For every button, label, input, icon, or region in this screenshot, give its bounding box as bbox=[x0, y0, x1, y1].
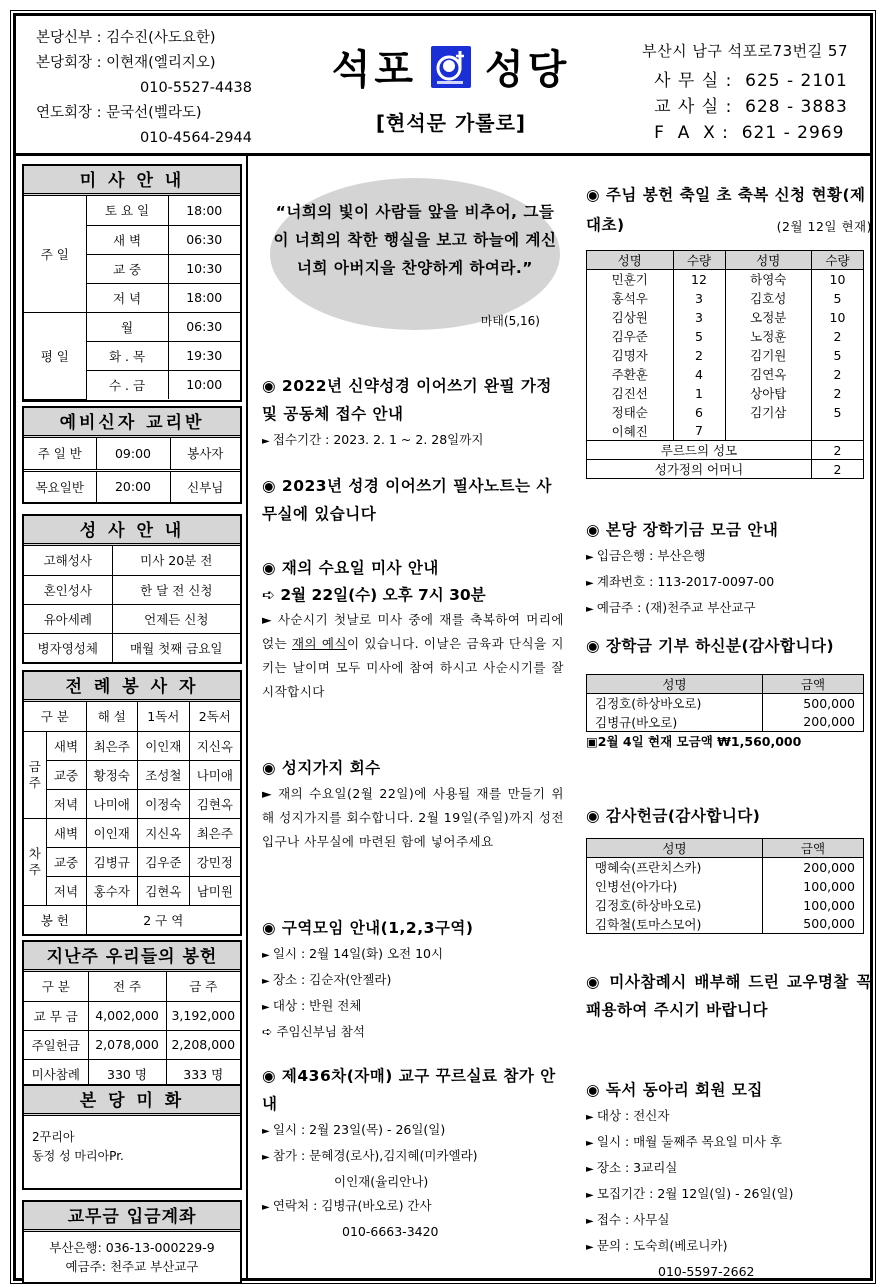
table-row bbox=[587, 896, 864, 915]
this-week-value: 333 명 bbox=[166, 1059, 240, 1088]
qty-cell: 2 bbox=[673, 346, 725, 365]
body-text: 이 있습니다. 이날은 금육과 단식을 지키는 날이며 모두 미사에 참여 하시고 사순시기를 잘 시작합시다 bbox=[262, 636, 564, 699]
sacrament-info: 한 달 전 신청 bbox=[112, 575, 240, 604]
header bbox=[16, 16, 870, 156]
liturgy-servers-box bbox=[22, 670, 242, 936]
qty-cell: 7 bbox=[673, 422, 725, 441]
title-left: 석포 bbox=[331, 47, 417, 93]
notice-body bbox=[262, 608, 564, 704]
sacrament-info: 매월 첫째 금요일 bbox=[112, 633, 240, 662]
name-cell: 김연옥 bbox=[725, 365, 812, 384]
sacrament-info: 미사 20분 전 bbox=[112, 546, 240, 575]
name-cell: 상아탑 bbox=[725, 384, 812, 403]
sacraments-title: 성 사 안 내 bbox=[24, 516, 240, 546]
table-header-row bbox=[587, 251, 864, 270]
header-cell: 성명 bbox=[725, 251, 812, 270]
middle-column bbox=[248, 156, 572, 1278]
name-cell: 민훈기 bbox=[587, 270, 674, 289]
dues-account-title: 교무금 입금계좌 bbox=[24, 1202, 240, 1232]
sacrament-name: 유아세례 bbox=[24, 604, 112, 633]
table-row bbox=[24, 972, 240, 1001]
reading2-cell: 지신옥 bbox=[189, 731, 240, 760]
notice-title: ◉ 성지가지 회수 bbox=[262, 759, 381, 777]
name-cell: 하영숙 bbox=[725, 270, 812, 289]
notice-title: ◉ 제436차(자매) 교구 꾸르실료 참가 안내 bbox=[262, 1067, 556, 1113]
qty-cell: 10 bbox=[812, 308, 864, 327]
reading2-cell: 나미애 bbox=[189, 760, 240, 789]
table-row bbox=[24, 604, 240, 633]
name-cell: 김우준 bbox=[587, 327, 674, 346]
list-item: ► 장소 : 3교리실 bbox=[586, 1156, 872, 1182]
dues-account-content bbox=[24, 1232, 240, 1282]
notice-cursillo bbox=[262, 1062, 564, 1244]
patron-saint: [현석문 가롤로] bbox=[375, 111, 527, 135]
scripture-quote: “너희의 빛이 사람들 앞을 비추어, 그들이 너희의 착한 행실을 보고 하늘에 계신 너희 아버지을 찬양하게 하여라.” bbox=[273, 203, 557, 277]
title-text: ◉ 주님 봉헌 축일 초 축복 신청 현황(제대초) bbox=[586, 186, 866, 234]
donor-name: 맹혜숙(프란치스카) bbox=[587, 858, 763, 877]
notice-subtitle: ➪ 2월 22일(수) 오후 7시 30분 bbox=[262, 586, 486, 604]
qty-cell: 2 bbox=[812, 327, 864, 346]
mass-cell: 교중 bbox=[46, 847, 86, 876]
header-cell: 1독서 bbox=[138, 702, 190, 731]
mass-time: 06:30 bbox=[168, 312, 240, 341]
bulletin-frame bbox=[10, 10, 876, 1284]
list-item: ► 대상 : 전신자 bbox=[586, 1104, 872, 1130]
qty-cell bbox=[812, 422, 864, 441]
donor-name: 김학철(토마스모어) bbox=[587, 915, 763, 934]
notice-district-meeting bbox=[262, 914, 564, 1044]
table-row bbox=[24, 633, 240, 662]
table-header-row bbox=[587, 839, 864, 858]
list-item: ► 접수 : 사무실 bbox=[586, 1208, 872, 1234]
mass-time: 18:00 bbox=[168, 283, 240, 312]
qty-cell: 5 bbox=[673, 327, 725, 346]
notice-title: ◉ 2022년 신약성경 이어쓰기 완필 가정 및 공동체 접수 안내 bbox=[262, 377, 552, 423]
flowers-content bbox=[24, 1116, 240, 1178]
commentary-cell: 김병규 bbox=[86, 847, 138, 876]
name-cell: 김기삼 bbox=[725, 403, 812, 422]
mass-day: 저 녁 bbox=[86, 283, 168, 312]
staff-value: 김수진(사도요한) bbox=[106, 30, 216, 46]
reading2-cell: 강민정 bbox=[189, 847, 240, 876]
sacrament-info: 언제든 신청 bbox=[112, 604, 240, 633]
qty-cell: 5 bbox=[812, 289, 864, 308]
commentary-cell: 이인재 bbox=[86, 818, 138, 847]
group-label: 주 일 bbox=[24, 196, 86, 312]
notice-title: ◉ 감사헌금(감사합니다) bbox=[586, 807, 761, 825]
list-item: ► 일시 : 2월 14일(화) 오전 10시 bbox=[262, 942, 564, 968]
mass-schedule-table bbox=[24, 196, 240, 400]
offering-item: 미사참례 bbox=[24, 1059, 88, 1088]
table-row bbox=[587, 403, 864, 422]
staff-label: 본당회장 bbox=[36, 55, 93, 71]
donor-name: 김정호(하상바오로) bbox=[587, 694, 763, 713]
name-cell bbox=[725, 422, 812, 441]
account-holder: 예금주: 천주교 부산교구 bbox=[65, 1259, 199, 1274]
contact-office bbox=[642, 68, 848, 94]
reading2-cell: 최은주 bbox=[189, 818, 240, 847]
reading1-cell: 지신옥 bbox=[138, 818, 190, 847]
table-row bbox=[24, 1001, 240, 1030]
class-name: 주 일 반 bbox=[24, 438, 96, 470]
contact-label: F A X : bbox=[654, 123, 729, 143]
list-item-continued: 이인재(율리안나) bbox=[334, 1174, 429, 1189]
staff-label: 본당신부 bbox=[36, 30, 93, 46]
dues-account-box bbox=[22, 1200, 242, 1284]
contact-info bbox=[642, 40, 848, 146]
header-cell: 구 분 bbox=[24, 972, 88, 1001]
this-week-value: 3,192,000 bbox=[166, 1001, 240, 1030]
header-cell: 수량 bbox=[812, 251, 864, 270]
donor-amount: 200,000 bbox=[763, 858, 864, 877]
name-cell: 정태순 bbox=[587, 403, 674, 422]
contact-label: 사 무 실 : bbox=[654, 71, 733, 91]
table-row bbox=[24, 847, 240, 876]
qty-cell: 6 bbox=[673, 403, 725, 422]
class-teacher: 봉사자 bbox=[170, 438, 240, 470]
mass-time: 06:30 bbox=[168, 225, 240, 254]
list-item: ► 대상 : 반원 전체 bbox=[262, 994, 564, 1020]
qty-cell: 2 bbox=[812, 365, 864, 384]
staff-value: 문국선(벨라도) bbox=[106, 105, 202, 121]
commentary-cell: 나미애 bbox=[86, 789, 138, 818]
prev-week-value: 330 명 bbox=[88, 1059, 166, 1088]
table-row bbox=[24, 818, 240, 847]
table-row bbox=[587, 694, 864, 713]
donor-amount: 500,000 bbox=[763, 915, 864, 934]
qty-cell: 2 bbox=[812, 384, 864, 403]
table-row bbox=[587, 858, 864, 877]
table-row bbox=[587, 441, 864, 460]
as-of-date: (2월 12일 현재) bbox=[776, 219, 872, 234]
table-row bbox=[24, 470, 240, 502]
list-item: ► 일시 : 매월 둘째주 목요일 미사 후 bbox=[586, 1130, 872, 1156]
notice-bible-transcription-2022 bbox=[262, 372, 564, 454]
contact-value: 625 - 2101 bbox=[745, 71, 848, 91]
name-cell: 김호성 bbox=[725, 289, 812, 308]
mass-day: 수 . 금 bbox=[86, 370, 168, 399]
table-row bbox=[587, 460, 864, 479]
qty-cell: 3 bbox=[673, 289, 725, 308]
scripture-reference: 마태(5,16) bbox=[480, 314, 540, 328]
church-logo-icon bbox=[431, 46, 471, 88]
table-row bbox=[24, 438, 240, 470]
name-cell: 주환훈 bbox=[587, 365, 674, 384]
right-column bbox=[572, 156, 870, 1278]
header-cell: 해 설 bbox=[86, 702, 138, 731]
table-row bbox=[587, 270, 864, 289]
contact-label: 교 사 실 : bbox=[654, 97, 733, 117]
reading2-cell: 남미원 bbox=[189, 876, 240, 905]
reading2-cell: 김현옥 bbox=[189, 789, 240, 818]
header-cell: 금액 bbox=[763, 839, 864, 858]
address: 부산시 남구 석포로73번길 57 bbox=[642, 42, 848, 60]
donor-amount: 100,000 bbox=[763, 877, 864, 896]
qty-cell: 12 bbox=[673, 270, 725, 289]
offering-item: 교 무 금 bbox=[24, 1001, 88, 1030]
mass-day: 월 bbox=[86, 312, 168, 341]
staff-info bbox=[36, 26, 252, 151]
table-row bbox=[587, 422, 864, 441]
contact-value: 628 - 3883 bbox=[745, 97, 848, 117]
notice-scholarship-fund bbox=[586, 516, 872, 622]
header-cell: 성명 bbox=[587, 675, 763, 694]
sacrament-name: 혼인성사 bbox=[24, 575, 112, 604]
donor-name: 김병규(바오로) bbox=[587, 713, 763, 732]
mass-time: 10:30 bbox=[168, 254, 240, 283]
header-cell: 수량 bbox=[673, 251, 725, 270]
name-cell: 김기원 bbox=[725, 346, 812, 365]
left-column bbox=[16, 156, 248, 1278]
prev-week-value: 2,078,000 bbox=[88, 1030, 166, 1059]
group-label: 차주 bbox=[24, 818, 46, 905]
memorial-president-row: 연도회장 : 문국선(벨라도) bbox=[36, 105, 202, 121]
mass-cell: 새벽 bbox=[46, 731, 86, 760]
table-row bbox=[587, 384, 864, 403]
catechumen-box bbox=[22, 406, 242, 504]
staff-value: 이현재(엘리지오) bbox=[106, 55, 216, 71]
donor-name: 김정호(하상바오로) bbox=[587, 896, 763, 915]
list-item: ► 참가 : 문혜경(로사),김지혜(미카엘라) bbox=[262, 1144, 564, 1170]
table-row bbox=[587, 308, 864, 327]
table-row bbox=[24, 196, 240, 225]
reading1-cell: 이인재 bbox=[138, 731, 190, 760]
catechumen-title: 예비신자 교리반 bbox=[24, 408, 240, 438]
notice-title: ◉ 장학금 기부 하신분(감사합니다) bbox=[586, 637, 835, 655]
president-row: 본당회장 : 이현재(엘리지오) bbox=[36, 55, 216, 71]
liturgy-servers-title: 전 례 봉 사 자 bbox=[24, 672, 240, 702]
qty-cell: 2 bbox=[812, 460, 864, 479]
table-row bbox=[24, 312, 240, 341]
mass-schedule-title: 미 사 안 내 bbox=[24, 166, 240, 196]
last-week-offering-table bbox=[24, 972, 240, 1088]
qty-cell: 1 bbox=[673, 384, 725, 403]
table-row bbox=[587, 877, 864, 896]
sacraments-table bbox=[24, 546, 240, 662]
donor-amount: 200,000 bbox=[763, 713, 864, 732]
table-row bbox=[587, 713, 864, 732]
mass-schedule-box bbox=[22, 164, 242, 402]
header-cell: 전 주 bbox=[88, 972, 166, 1001]
table-header-row bbox=[587, 675, 864, 694]
header-cell: 금액 bbox=[763, 675, 864, 694]
table-row bbox=[24, 905, 240, 934]
name-cell: 김명자 bbox=[587, 346, 674, 365]
list-item: ► 일시 : 2월 23일(목) - 26일(일) bbox=[262, 1118, 564, 1144]
mass-time: 10:00 bbox=[168, 370, 240, 399]
mass-day: 새 벽 bbox=[86, 225, 168, 254]
group-name-cell: 루르드의 성모 bbox=[587, 441, 812, 460]
donor-name: 인병선(아가다) bbox=[587, 877, 763, 896]
group-label: 평 일 bbox=[24, 312, 86, 399]
notice-title: ◉ 2023년 성경 이어쓰기 필사노트는 사무실에 있습니다 bbox=[262, 477, 552, 523]
mass-cell: 저녁 bbox=[46, 876, 86, 905]
group-name-cell: 성가정의 어머니 bbox=[587, 460, 812, 479]
notice-bible-notebook-2023 bbox=[262, 472, 564, 528]
table-row bbox=[587, 289, 864, 308]
table-row bbox=[24, 789, 240, 818]
this-week-value: 2,208,000 bbox=[166, 1030, 240, 1059]
contact-phone: 010-6663-3420 bbox=[342, 1224, 439, 1239]
table-row bbox=[24, 731, 240, 760]
notice-title: ◉ 본당 장학기금 모금 안내 bbox=[586, 521, 779, 539]
mass-day: 토 요 일 bbox=[86, 196, 168, 225]
table-row bbox=[24, 546, 240, 575]
header-cell: 금 주 bbox=[166, 972, 240, 1001]
header-cell: 성명 bbox=[587, 839, 763, 858]
notice-nametag bbox=[586, 968, 872, 1024]
reading1-cell: 김현옥 bbox=[138, 876, 190, 905]
staff-label: 연도회장 bbox=[36, 105, 93, 121]
memorial-president-phone: 010-4564-2944 bbox=[140, 130, 252, 146]
church-title bbox=[316, 38, 586, 136]
table-row bbox=[24, 1030, 240, 1059]
class-time: 09:00 bbox=[96, 438, 170, 470]
offering-label: 봉 헌 bbox=[24, 905, 86, 934]
contact-fax bbox=[642, 120, 848, 146]
contact-teacher bbox=[642, 94, 848, 120]
list-item: ► 장소 : 김순자(안젤라) bbox=[262, 968, 564, 994]
flowers-line-2: 동정 성 마리아Pr. bbox=[32, 1149, 124, 1163]
offering-value: 2 구 역 bbox=[86, 905, 240, 934]
notice-thanks-offering bbox=[586, 802, 872, 934]
contact-phone: 010-5597-2662 bbox=[658, 1264, 755, 1279]
list-item: ► 예금주 : (재)천주교 부산교구 bbox=[586, 596, 872, 622]
offering-item: 주일헌금 bbox=[24, 1030, 88, 1059]
notice-title: ◉ 독서 동아리 회원 모집 bbox=[586, 1081, 763, 1099]
table-row bbox=[587, 346, 864, 365]
sacrament-name: 고해성사 bbox=[24, 546, 112, 575]
candles-table bbox=[586, 250, 864, 479]
class-teacher: 신부님 bbox=[170, 470, 240, 502]
qty-cell: 5 bbox=[812, 403, 864, 422]
table-row bbox=[587, 915, 864, 934]
list-item: ► 접수기간 : 2023. 2. 1 ~ 2. 28일까지 bbox=[262, 428, 564, 454]
qty-cell: 2 bbox=[812, 441, 864, 460]
table-row bbox=[587, 365, 864, 384]
reading1-cell: 조성철 bbox=[138, 760, 190, 789]
list-item: ► 모집기간 : 2월 12일(일) - 26일(일) bbox=[586, 1182, 872, 1208]
liturgy-servers-table bbox=[24, 702, 240, 934]
notice-ash-wednesday bbox=[262, 554, 564, 704]
notice-title bbox=[586, 180, 872, 240]
list-item: ► 입금은행 : 부산은행 bbox=[586, 544, 872, 570]
qty-cell: 10 bbox=[812, 270, 864, 289]
table-row bbox=[24, 760, 240, 789]
flowers-title: 본 당 미 화 bbox=[24, 1086, 240, 1116]
donor-amount: 100,000 bbox=[763, 896, 864, 915]
table-row bbox=[24, 575, 240, 604]
header-cell: 2독서 bbox=[189, 702, 240, 731]
mass-cell: 저녁 bbox=[46, 789, 86, 818]
name-cell: 오정분 bbox=[725, 308, 812, 327]
commentary-cell: 최은주 bbox=[86, 731, 138, 760]
sacrament-name: 병자영성체 bbox=[24, 633, 112, 662]
notice-body: ► 재의 수요일(2월 22일)에 사용될 재를 만들기 위해 성지가지를 회수합니다. 2월 19일(주일)까지 성전입구나 사무실에 마련된 함에 넣어주세요 bbox=[262, 786, 564, 849]
sacraments-box bbox=[22, 514, 242, 664]
scholarship-donors-table bbox=[586, 674, 864, 732]
qty-cell: 3 bbox=[673, 308, 725, 327]
group-label: 금주 bbox=[24, 731, 46, 818]
bulletin-inner bbox=[14, 14, 872, 1280]
mass-time: 18:00 bbox=[168, 196, 240, 225]
table-row bbox=[24, 876, 240, 905]
mass-day: 교 중 bbox=[86, 254, 168, 283]
name-cell: 홍석우 bbox=[587, 289, 674, 308]
commentary-cell: 홍수자 bbox=[86, 876, 138, 905]
catechumen-table bbox=[24, 438, 240, 502]
table-row bbox=[587, 327, 864, 346]
name-cell: 이혜진 bbox=[587, 422, 674, 441]
pastor-row: 본당신부 : 김수진(사도요한) bbox=[36, 30, 216, 46]
president-phone: 010-5527-4438 bbox=[140, 80, 252, 96]
notice-scholarship-donors bbox=[586, 630, 872, 752]
name-cell: 김상원 bbox=[587, 308, 674, 327]
body-text: ► 사순시기 첫날로 미사 중에 재를 축복하여 머리에 얹는 bbox=[262, 612, 564, 651]
notice-book-club bbox=[586, 1076, 872, 1284]
header-cell: 성명 bbox=[587, 251, 674, 270]
notice-title: ◉ 미사참례시 배부해 드린 교우명찰 꼭 패용하여 주시기 바랍니다 bbox=[586, 973, 872, 1019]
notice-title: ◉ 구역모임 안내(1,2,3구역) bbox=[262, 919, 474, 937]
reading1-cell: 김우준 bbox=[138, 847, 190, 876]
notice-title: ◉ 재의 수요일 미사 안내 bbox=[262, 559, 439, 577]
mass-time: 19:30 bbox=[168, 341, 240, 370]
name-cell: 김진선 bbox=[587, 384, 674, 403]
mass-cell: 교중 bbox=[46, 760, 86, 789]
bank-account: 부산은행: 036-13-000229-9 bbox=[49, 1240, 215, 1255]
qty-cell: 5 bbox=[812, 346, 864, 365]
mass-cell: 새벽 bbox=[46, 818, 86, 847]
donor-amount: 500,000 bbox=[763, 694, 864, 713]
list-item: ► 연락처 : 김병규(바오로) 간사 bbox=[262, 1194, 564, 1220]
title-right: 성당 bbox=[485, 47, 571, 93]
header-cell: 구 분 bbox=[24, 702, 86, 731]
flowers-box bbox=[22, 1084, 242, 1190]
qty-cell: 4 bbox=[673, 365, 725, 384]
fund-total: ▣2월 4일 현재 모금액 ₩1,560,000 bbox=[586, 734, 802, 749]
table-row bbox=[24, 702, 240, 731]
last-week-offering-box bbox=[22, 940, 242, 1090]
list-item: ► 문의 : 도숙희(베로니카) bbox=[586, 1234, 872, 1260]
flowers-line-1: 2꾸리아 bbox=[32, 1130, 75, 1144]
list-note: ➪ 주임신부님 참석 bbox=[262, 1024, 365, 1039]
notice-palm-branches bbox=[262, 754, 564, 854]
body-underline: 재의 예식 bbox=[291, 636, 348, 651]
thanks-offering-table bbox=[586, 838, 864, 934]
class-time: 20:00 bbox=[96, 470, 170, 502]
class-name: 목요일반 bbox=[24, 470, 96, 502]
list-item: ► 계좌번호 : 113-2017-0097-00 bbox=[586, 570, 872, 596]
reading1-cell: 이정숙 bbox=[138, 789, 190, 818]
mass-day: 화 . 목 bbox=[86, 341, 168, 370]
contact-value: 621 - 2969 bbox=[741, 123, 845, 143]
name-cell: 노정훈 bbox=[725, 327, 812, 346]
notice-candles bbox=[586, 180, 872, 479]
prev-week-value: 4,002,000 bbox=[88, 1001, 166, 1030]
commentary-cell: 황정숙 bbox=[86, 760, 138, 789]
last-week-offering-title: 지난주 우리들의 봉헌 bbox=[24, 942, 240, 972]
